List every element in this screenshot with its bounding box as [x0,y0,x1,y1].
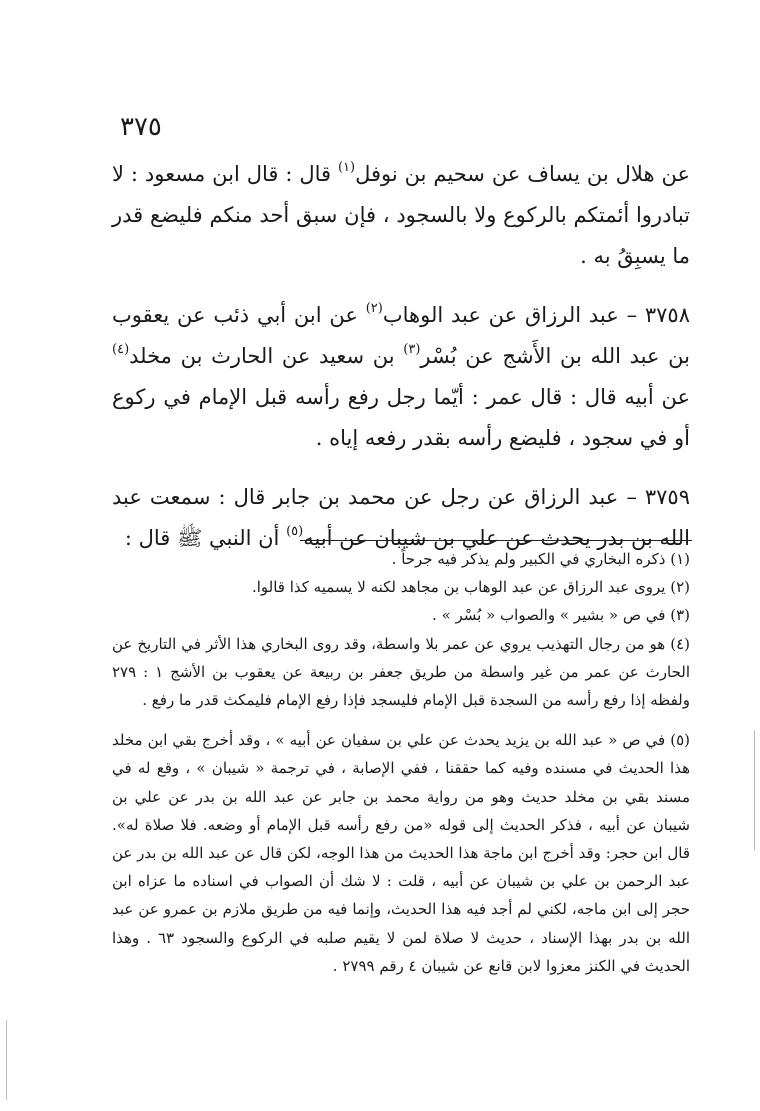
paragraph-continuation: عن هلال بن يساف عن سحيم بن نوفل$^{(١)}$ قال : قال ابن مسعود : لا تبادروا أئمتكم بالركوع ولا بالسجود ، فإن سبق أحد منكم فليضع قدر ما يسبِقُ به . [112,160,690,268]
footnote-3: (٣) في ص « بشير » والصواب « بُسْر » . [432,606,690,625]
main-text [112,154,690,559]
footnote-ref-2[interactable]: (٢) [365,301,383,316]
footnote-ref-4[interactable]: (٤) [112,342,130,357]
hadith-3758: ٣٧٥٨ – عبد الرزاق عن عبد الوهاب$^{(٢)}$ عن ابن أبي ذئب عن يعقوب بن عبد الله بن الأَشج عن بُسْر$^{(٣)}$ بن سعيد عن الحارث بن مخلد$^{(٤)}$ عن أبيه قال : قال عمر : أيّما رجل رفع رأسه قبل الإمام في ركوع أو في سجود ، فليضع رأسه بقدر رفعه إياه . [112,301,690,450]
footnote-2: (٢) يروى عبد الرزاق عن عبد الوهاب بن مجاهد لكنه لا يسميه كذا قالوا. [251,578,690,597]
footnote-4: (٤) هو من رجال التهذيب يروي عن عمر بلا واسطة، وقد روى البخاري هذا الأثر في التاريخ عن الحارث عن عمر من غير واسطة من طريق جعفر بن ربيعة عن يعقوب بن الأشج ١ : ٢٧٩ ولفظه إذا رفع رأسه من السجدة قبل الإمام فليسجد فإذا رفع الإمام فليمكث قدر ما رفع . [112,634,691,710]
footnote-ref-5[interactable]: (٥) [286,524,304,539]
scan-edge-mark [754,730,755,850]
footnotes [112,545,690,980]
footnote-ref-3[interactable]: (٣) [403,342,421,357]
footnote-5: (٥) في ص « عبد الله بن يزيد يحدث عن علي بن سفيان عن أبيه » ، وقد أخرج بقي ابن مخلد هذا الحديث في مسنده وفيه كما حققنا ، ففي الإصابة ، في ترجمة « شيبان » ، وقع له في مسند بقي بن مخلد حديث وهو من رواية محمد بن جابر عن عبد الله بن بدر عن علي بن شيبان عن أبيه ، فذكر الحديث إلى قوله «من رفع رأسه قبل الإمام أو وضعه. فلا صلاة له». قال ابن حجر: وقد أخرج ابن ماجة هذا الحديث من هذا الوجه، لكن قال عن عبد الله بن بدر عن عبد الرحمن بن علي بن شيبان عن أبيه ، قلت : لا شك أن الصواب في اسناده ما عزاه ابن حجر إلى ابن ماجه، لكني لم أجد فيه هذا الحديث، وإنما فيه من طريق ملازم بن عمرو عن عبد الله بن بدر بهذا الإسناد ، حديث لا صلاة لمن لا يقيم صلبه في الركوع والسجود ٦٣ . وهذا الحديث في الكنز معزوا لابن قانع عن شيبان ٤ رقم ٢٧٩٩ . [112,731,690,975]
footnote-1: (١) ذكره البخاري في الكبير ولم يذكر فيه جرحاً . [391,550,690,568]
page-number: ٣٧٥ [120,112,162,142]
footnote-divider [300,540,692,541]
hadith-3759: ٣٧٥٩ – عبد الرزاق عن رجل عن محمد بن جابر قال : سمعت عبد الله بن بدر يحدث عن علي بن شيبان عن أبيه$^{(٥)}$ أن النبي ﷺ قال : [112,485,690,550]
hadith-number: ٣٧٥٩ [644,485,690,509]
hadith-number: ٣٧٥٨ [644,303,690,327]
footnote-ref-1[interactable]: (١) [337,160,356,175]
scan-edge-mark [6,1020,7,1100]
